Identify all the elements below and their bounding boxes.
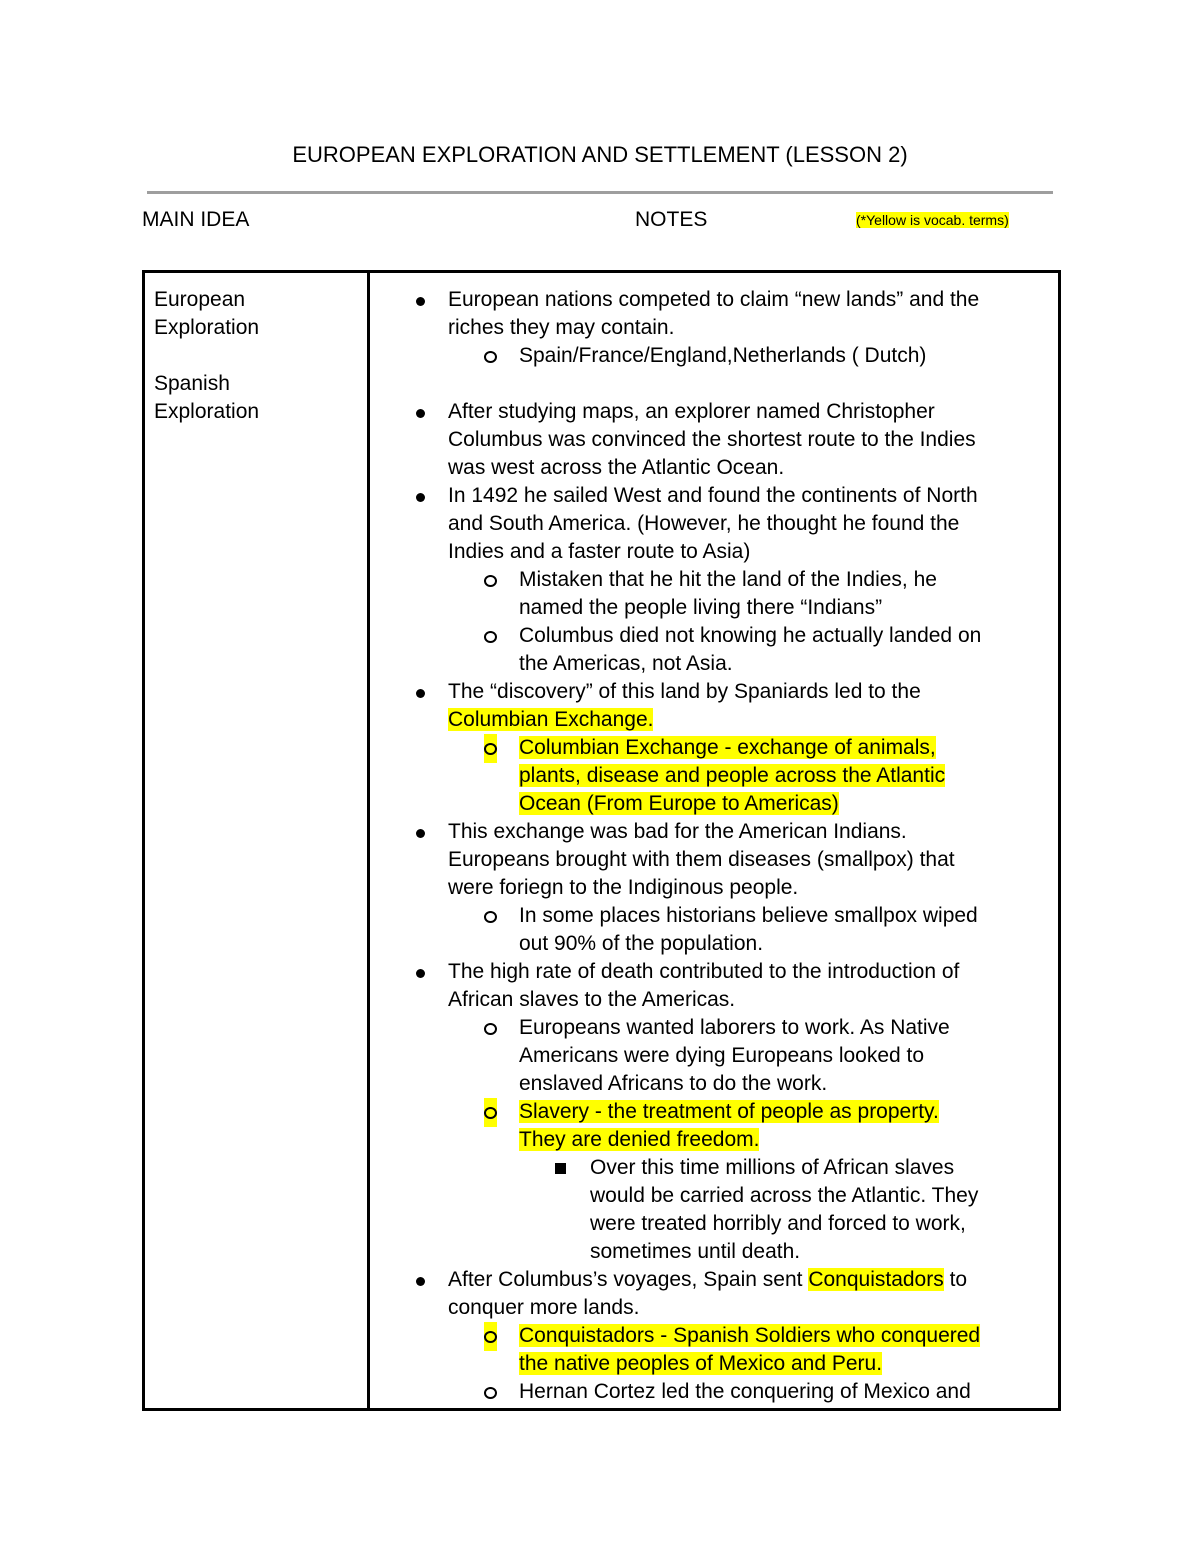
bullet-icon <box>416 958 425 986</box>
circle-bullet-icon <box>484 566 497 595</box>
list-item-cont: Indies and a faster route to Asia) <box>448 540 751 563</box>
square-bullet-icon <box>555 1154 566 1182</box>
circle-bullet-icon <box>484 1322 497 1351</box>
bullet-icon <box>416 286 425 314</box>
sub-sub-list-item-cont: were treated horribly and forced to work, <box>590 1212 966 1235</box>
bullet-icon <box>416 678 425 706</box>
sub-sub-list-item-cont: sometimes until death. <box>590 1240 801 1263</box>
sub-list-item-cont: the Americas, not Asia. <box>519 652 733 675</box>
notes-table <box>142 270 1061 1411</box>
bullet-icon <box>416 398 425 426</box>
sub-list-item-cont: Americans were dying Europeans looked to <box>519 1044 925 1067</box>
list-item-cont: was west across the Atlantic Ocean. <box>448 456 785 479</box>
sub-list-item: Hernan Cortez led the conquering of Mexico and <box>145 1378 1064 1406</box>
sub-sub-list-item: Over this time millions of African slaves <box>145 1154 1064 1182</box>
list-item: European nations competed to claim “new lands” and the <box>145 286 1064 314</box>
sub-list-item-cont: enslaved Africans to do the work. <box>519 1072 828 1095</box>
topic-line: Exploration <box>154 316 260 339</box>
sub-list-item <box>145 734 1064 762</box>
bullet-icon <box>416 482 425 510</box>
list-item: After Columbus’s voyages, Spain sent Conquistadors to <box>145 1266 1064 1294</box>
circle-bullet-icon <box>484 1378 497 1407</box>
sub-list-item: Mistaken that he hit the land of the Indies, he <box>145 566 1064 594</box>
vocab-highlight: Columbian Exchange. <box>448 708 654 731</box>
vocab-highlight: Columbian Exchange - exchange of animals, <box>519 736 936 759</box>
circle-bullet-icon <box>484 1014 497 1043</box>
list-item: The high rate of death contributed to the introduction of <box>145 958 1064 986</box>
sub-list-item <box>145 1322 1064 1350</box>
sub-list-item-cont: out 90% of the population. <box>519 932 764 955</box>
sub-list-item: Spain/France/England,Netherlands ( Dutch) <box>145 342 1064 370</box>
list-item-cont: Columbus was convinced the shortest route to the Indies <box>448 428 976 451</box>
list-item: After studying maps, an explorer named Christopher <box>145 398 1064 426</box>
circle-bullet-icon <box>484 1098 497 1127</box>
vocab-highlight: plants, disease and people across the Atlantic <box>519 764 946 787</box>
list-item-cont: African slaves to the Americas. <box>448 988 736 1011</box>
bullet-icon <box>416 1266 425 1294</box>
list-item: In 1492 he sailed West and found the continents of North <box>145 482 1064 510</box>
vocab-highlight: Conquistadors <box>808 1268 944 1291</box>
horizontal-rule <box>147 191 1053 194</box>
list-item-cont: riches they may contain. <box>448 316 675 339</box>
list-item: The “discovery” of this land by Spaniards led to the <box>145 678 1064 706</box>
sub-list-item <box>145 1098 1064 1126</box>
main-idea-header: MAIN IDEA <box>142 208 250 231</box>
document-title: EUROPEAN EXPLORATION AND SETTLEMENT (LESSON 2) <box>292 142 908 167</box>
sub-list-item-cont <box>145 1350 1064 1378</box>
vocab-highlight: Ocean (From Europe to Americas) <box>519 792 839 815</box>
circle-bullet-icon <box>484 342 497 371</box>
topic-line: Spanish <box>154 372 230 395</box>
vocab-legend: (*Yellow is vocab. terms) <box>856 212 1009 228</box>
vocab-highlight: They are denied freedom. <box>519 1128 760 1151</box>
sub-list-item: Europeans wanted laborers to work. As Native <box>145 1014 1064 1042</box>
circle-bullet-icon <box>484 734 497 763</box>
list-item-cont: conquer more lands. <box>448 1296 640 1319</box>
sub-list-item-cont <box>145 762 1064 790</box>
list-item: This exchange was bad for the American Indians. <box>145 818 1064 846</box>
sub-sub-list-item-cont: would be carried across the Atlantic. They <box>590 1184 979 1207</box>
sub-list-item-cont <box>145 790 1064 818</box>
vocab-highlight: Conquistadors - Spanish Soldiers who conquered <box>519 1324 981 1347</box>
list-item-cont: and South America. (However, he thought he found the <box>448 512 960 535</box>
notes-header: NOTES <box>635 208 708 231</box>
list-item-cont <box>145 706 1064 734</box>
sub-list-item-cont <box>145 1126 1064 1154</box>
circle-bullet-icon <box>484 622 497 651</box>
list-item-cont: Europeans brought with them diseases (smallpox) that <box>448 848 955 871</box>
vocab-highlight: Slavery - the treatment of people as property. <box>519 1100 939 1123</box>
topic-line: Exploration <box>154 400 260 423</box>
vocab-highlight: the native peoples of Mexico and Peru. <box>519 1352 883 1375</box>
sub-list-item: In some places historians believe smallpox wiped <box>145 902 1064 930</box>
topic-line: European <box>154 288 246 311</box>
circle-bullet-icon <box>484 902 497 931</box>
sub-list-item-cont: named the people living there “Indians” <box>519 596 883 619</box>
sub-list-item: Columbus died not knowing he actually landed on <box>145 622 1064 650</box>
list-item-cont: were foriegn to the Indiginous people. <box>448 876 799 899</box>
notes-column <box>145 286 1064 1406</box>
bullet-icon <box>416 818 425 846</box>
